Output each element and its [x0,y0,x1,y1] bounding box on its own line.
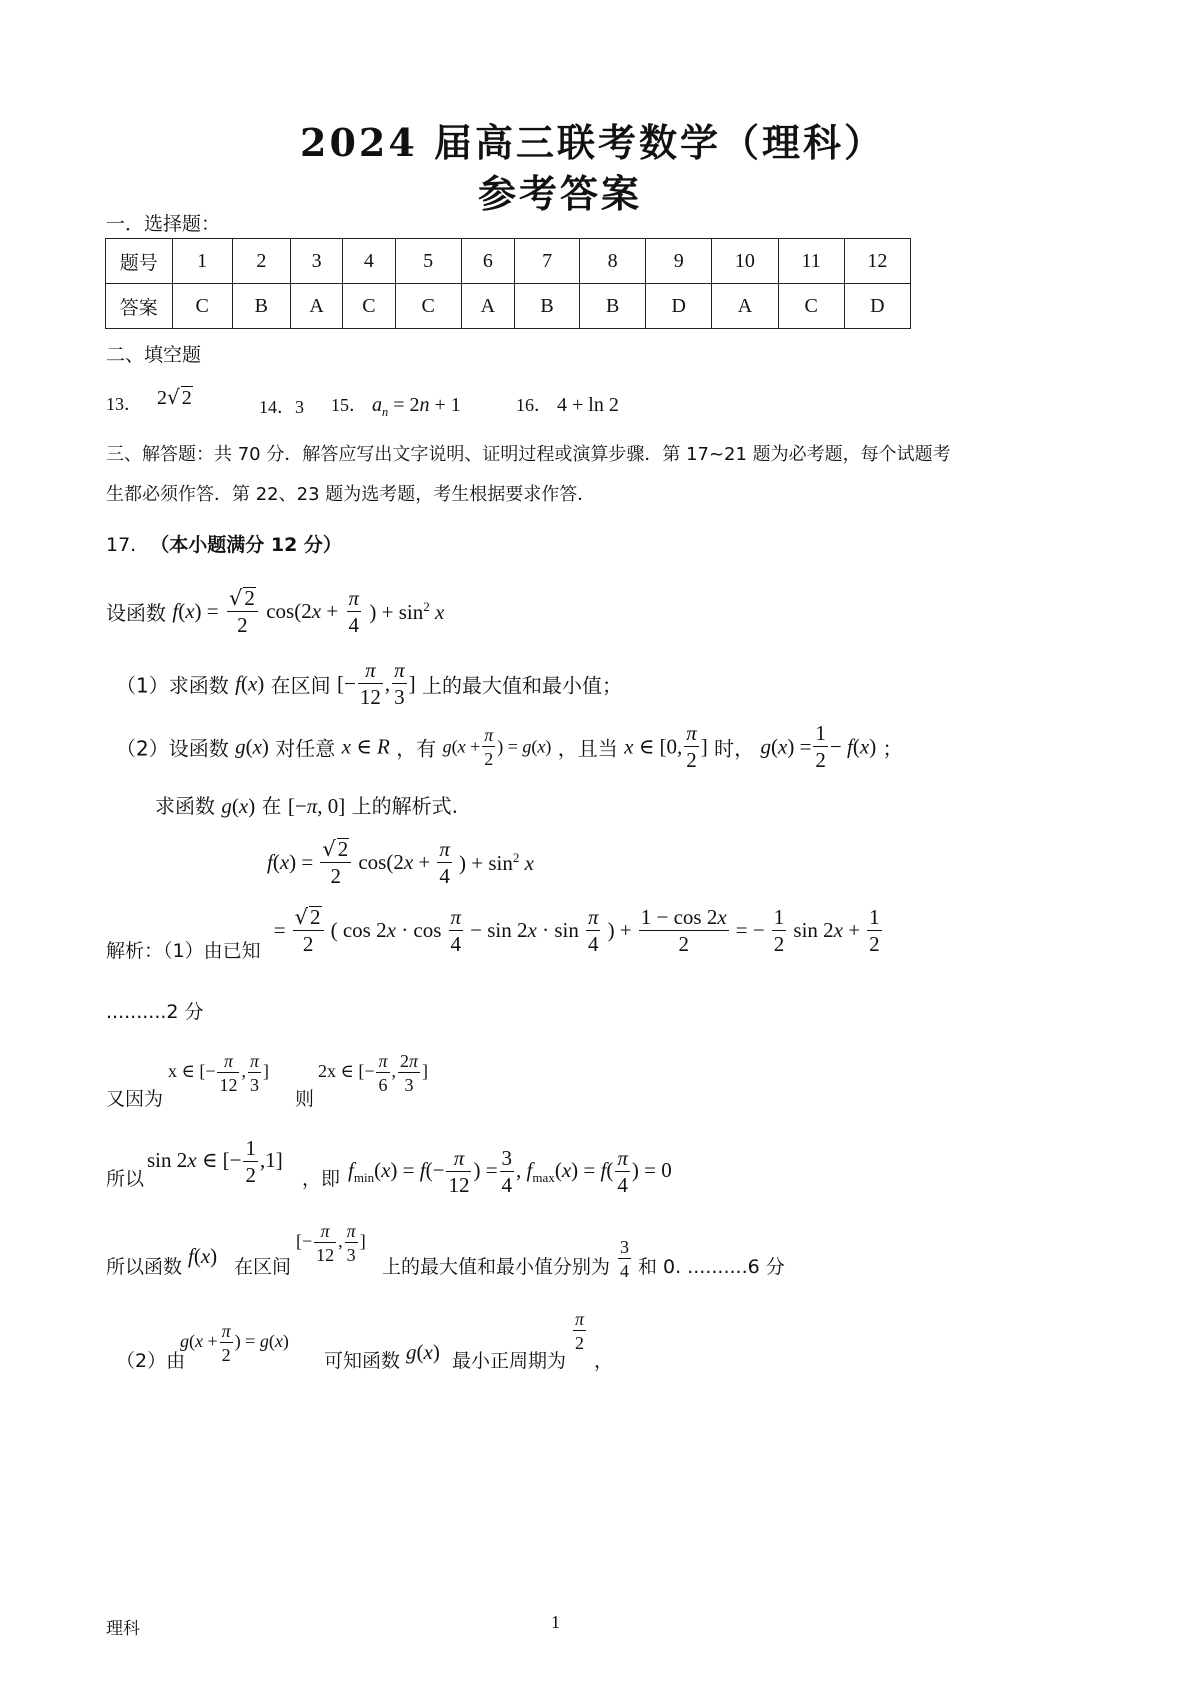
table-cell: A [290,284,342,329]
q17-number: 17. [106,534,137,556]
q15-label: 15． [331,395,367,415]
row-header-cell: 题号 [106,239,173,284]
solution-formula-line2: 解析：（1）由已知 = $\frac{√2}{2}$ ( cos 2x · cos $\frac{\pi}{4}$ − sin 2x · sin $\frac{\pi}{4}$ ) + $\frac{1 - \cos 2x}{2}$ = − $\frac{1}{2}$ sin 2x + $\frac{1}{2}$ [106,904,880,962]
table-cell: 5 [395,239,461,284]
solution-part2-line: （2）由 g(x + $\frac{\pi}{2}$ ) = g(x) 可知函数 g(x) 最小正周期为 $\frac{\pi}{2}$ ， [116,1309,614,1372]
section-solve-heading-line2: 生都必须作答．第 22、23 题为选考题，考生根据要求作答． [106,484,596,505]
part2-line2-c: 上的解析式. [351,794,458,818]
table-cell: C [343,284,395,329]
part2-end: ； [882,736,903,761]
p2-end: 最小正周期为 [452,1350,567,1372]
table-cell: A [712,284,778,329]
table-cell: 12 [844,239,910,284]
table-cell: B [232,284,290,329]
part2-label: （2）设函数 [116,736,229,761]
q16-label: 16． [516,395,552,415]
table-cell: B [515,284,580,329]
part2-mid2: ，有 [396,736,437,761]
answer-13: 13． 2√ 2 [106,385,192,414]
q17-function-definition: 设函数 f(x) = $\frac{√2}{2}$ cos(2x + $\frac{\pi}{4}$ ) + $\sin^2 x$ [106,585,445,637]
table-row [106,284,911,329]
q17-points: （本小题满分 12 分） [150,534,342,556]
q17-part1: （1）求函数 f(x) 在区间 [− $\frac{\pi}{12}$ , $\frac{\pi}{3}$ ] 上的最大值和最小值； [116,658,622,709]
row-header-cell: 答案 [106,284,173,329]
solution-conclusion-line: 所以函数 f(x) 在区间 [− $\frac{\pi}{12}$ , $\frac{\pi}{3}$ ] 上的最大值和最小值分别为 $\frac{3}{4}$ 和 0. ..........6 分 [106,1221,785,1281]
table-cell: C [395,284,461,329]
part2-mid3: ，且当 [557,736,618,761]
so-func-text: 所以函数 [106,1256,183,1278]
table-cell: 11 [778,239,844,284]
table-cell: D [844,284,910,329]
table-cell: 4 [343,239,395,284]
part1-label: （1）求函数 [116,673,229,698]
table-cell: A [461,284,514,329]
p2-label: （2）由 [116,1350,186,1372]
solution-label: 解析：（1）由已知 [106,940,261,962]
document-subtitle: 参考答案 [478,171,643,216]
table-cell: 6 [461,239,514,284]
table-cell: 10 [712,239,778,284]
table-cell: 9 [646,239,712,284]
table-cell: D [646,284,712,329]
page-number: 1 [551,1612,560,1632]
so-text: 所以 [106,1168,145,1190]
table-cell: 3 [290,239,342,284]
part2-line2-b: 在 [261,794,282,818]
part1-mid: 在区间 [270,673,331,698]
answer-14 [259,393,304,419]
table-cell: B [580,284,646,329]
table-cell: C [172,284,232,329]
then-text: 则 [295,1088,315,1110]
q17-part2-line2: 求函数 g(x) 在 [−π, 0] 上的解析式. [155,794,458,818]
score-2: ..........2 分 [106,1001,204,1023]
section-fill-heading: 二、填空题 [106,344,202,366]
table-cell: 8 [580,239,646,284]
p2-mid: 可知函数 [324,1350,401,1372]
because-text: 又因为 [106,1088,164,1110]
table-cell: 2 [232,239,290,284]
table-cell: 1 [172,239,232,284]
table-cell: 7 [515,239,580,284]
table-row [106,239,911,284]
solution-so-line: 所以 sin 2x ∈ [− $\frac{1}{2}$ ,1] ，即 $f_{min}(x) = f(-$ $\frac{\pi}{12}$ ) = $\frac{3}{4}$ , $f_{max}(x) = f$( $\frac{\pi}{4}$ ) = 0 [106,1136,672,1197]
q13-label: 13． [106,394,142,414]
max-min-text: 上的最大值和最小值分别为 [382,1256,611,1278]
footer-left: 理科 [106,1619,140,1639]
solution-formula-line1: f(x) = $\frac{√2}{2}$ cos(2x + $\frac{\pi}{4}$ ) + $\sin^2 x$ [267,836,534,888]
answer-16: 16． 4 + ln 2 [516,394,619,416]
part2-line2-a: 求函数 [155,794,215,818]
document-title: 2024 届高三联考数学（理科） [300,120,885,165]
section-choice-heading: 一．选择题： [106,213,221,235]
p2-comma: ， [594,1350,614,1372]
q17-header [106,530,342,557]
table-cell: C [778,284,844,329]
intro-text: 设函数 [106,601,166,625]
q17-part2: （2）设函数 g(x) 对任意 x ∈ R ，有 g(x + $\frac{\pi}{2}$ ) = g(x) ，且当 x ∈ [0, $\frac{\pi}{2}$ ] 时， g(x) = $\frac{1}{2}$ − f(x) ； [116,721,903,772]
ie-text: ，即 [302,1168,341,1190]
part1-end: 上的最大值和最小值； [421,673,622,698]
in-interval-text: 在区间 [234,1256,292,1278]
and-zero-text: 和 0. ..........6 分 [638,1256,785,1278]
part2-mid1: 对任意 [275,736,336,761]
answer-table [105,238,911,329]
answer-15: 15． $a_n = 2n + 1$ [331,394,461,419]
q14-label: 14．3 [259,397,304,417]
section-solve-heading-line1: 三、解答题：共 70 分．解答应写出文字说明、证明过程或演算步骤．第 17~21 题为必考题，每个试题考 [106,444,951,465]
part2-mid4: 时， [714,736,755,761]
